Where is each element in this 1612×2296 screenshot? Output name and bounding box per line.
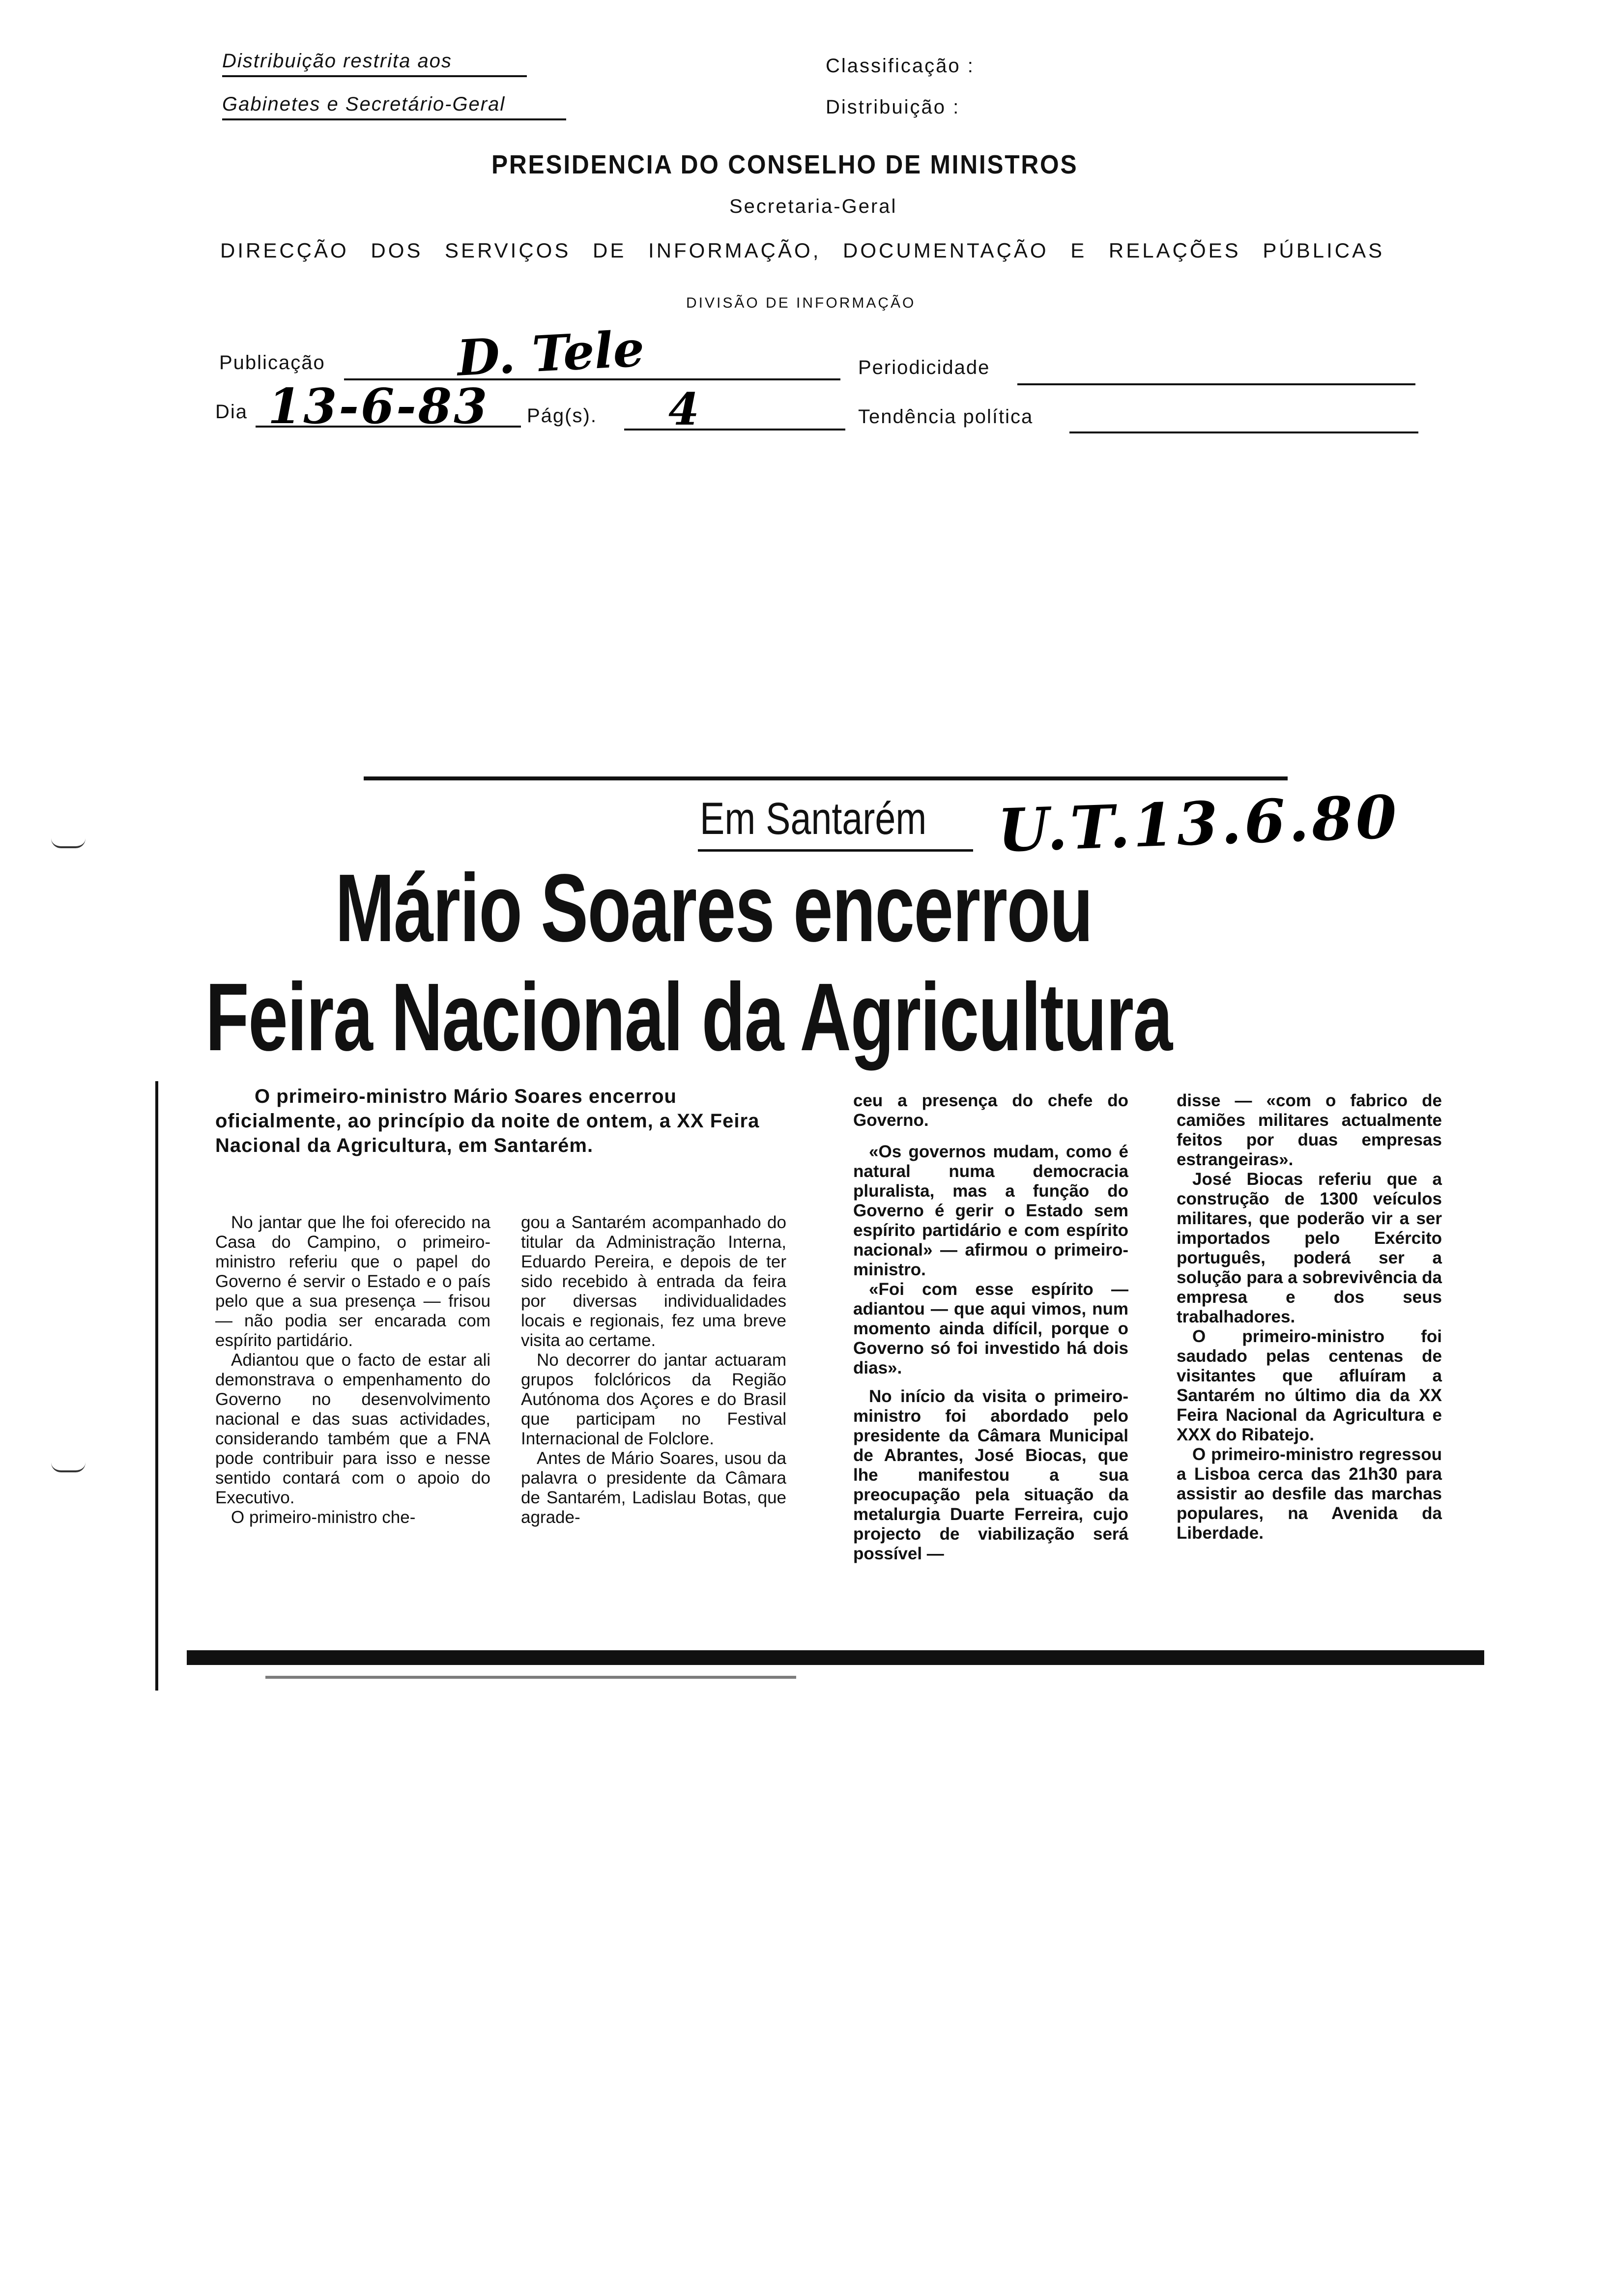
col3-paragraph-3: «Foi com esse espírito — adiantou — que aqui vimos, num momento ainda difícil, porque o Governo só foi investido há dois dias». — [853, 1280, 1128, 1378]
periodicity-line — [1017, 383, 1415, 385]
col4-paragraph-3: O primeiro-ministro foi saudado pelas centenas de visitantes que afluíram a Santarém no último dia da XX Feira Nacional da Agricultura e XXX do Ribatejo. — [1177, 1327, 1442, 1444]
col4-paragraph-4: O primeiro-ministro regressou a Lisboa cerca das 21h30 para assistir ao desfile das marchas populares, na Avenida da Liberdade. — [1177, 1445, 1442, 1543]
article-column-4 — [1177, 1091, 1442, 1543]
article-kicker: Em Santarém — [700, 794, 927, 844]
distribution-label: Distribuição : — [826, 96, 960, 118]
col3-paragraph-4: No início da visita o primeiro-ministro foi abordado pelo presidente da Câmara Municipal de Abrantes, José Biocas, que lhe manifestou a sua preocupação pela situação da metalurgia Duarte Ferreira, cujo projecto de viabilização será possível — — [853, 1387, 1128, 1563]
col2-paragraph-1: gou a Santarém acompanhado do titular da Administração Interna, Eduardo Pereira, e depois de ter sido recebido à entrada da feira por diversas individualidades locais e regionais, fez uma breve visita ao certame. — [521, 1213, 786, 1350]
article-column-3 — [853, 1091, 1128, 1564]
col4-paragraph-2: José Biocas referiu que a construção de 1300 veículos militares, que poderão vir a ser importados pelo Exército português, poderá ser a solução para a sobrevivência da empresa e dos seus trabalhadores. — [1177, 1170, 1442, 1326]
article-column-1 — [215, 1213, 490, 1527]
publication-value: D. Tele — [456, 319, 646, 387]
classification-label: Classificação : — [826, 55, 975, 77]
col1-paragraph-3: O primeiro-ministro che- — [231, 1508, 416, 1527]
col2-paragraph-3: Antes de Mário Soares, usou da palavra o presidente da Câmara de Santarém, Ladislau Botas, que agrade- — [521, 1449, 786, 1527]
periodicity-label: Periodicidade — [858, 357, 990, 378]
binder-mark-1 — [51, 838, 86, 848]
tendency-line — [1069, 431, 1418, 433]
distribution-line-2: Gabinetes e Secretário-Geral — [222, 93, 566, 120]
tendency-label: Tendência política — [858, 406, 1034, 428]
division-title: DIVISÃO DE INFORMAÇÃO — [686, 295, 916, 311]
publication-label: Publicação — [219, 352, 325, 373]
distribution-line-1: Distribuição restrita aos — [222, 50, 527, 77]
article-bottom-remnant — [265, 1676, 796, 1679]
handwritten-note: U.T.13.6.80 — [996, 782, 1401, 866]
col2-paragraph-2: No decorrer do jantar actuaram grupos folclóricos da Região Autónoma dos Açores e do Brasil que participam no Festival Internacional de Folclore. — [521, 1350, 786, 1448]
col4-paragraph-1: disse — «com o fabrico de camiões militares actualmente feitos por duas empresas estrangeiras». — [1177, 1091, 1442, 1169]
pages-label: Pág(s). — [527, 405, 597, 427]
org-title: PRESIDENCIA DO CONSELHO DE MINISTROS — [491, 150, 1078, 179]
headline-line-2: Feira Nacional da Agricultura — [205, 963, 1172, 1071]
day-value: 13-6-83 — [268, 378, 489, 435]
pages-line — [624, 429, 845, 430]
kicker-underline — [698, 849, 973, 852]
article-column-2 — [521, 1213, 786, 1527]
article-left-edge — [155, 1081, 158, 1691]
secretariat-title: Secretaria-Geral — [729, 196, 897, 217]
directorate-title: DIRECÇÃO DOS SERVIÇOS DE INFORMAÇÃO, DOCUMENTAÇÃO E RELAÇÕES PÚBLICAS — [220, 239, 1385, 262]
pages-value: 4 — [668, 383, 699, 435]
col3-paragraph-2: «Os governos mudam, como é natural numa democracia pluralista, mas a função do Governo é gerir o Estado sem espírito partidário e com espírito nacional» — afirmou o primeiro-ministro. — [853, 1142, 1128, 1279]
day-label: Dia — [215, 401, 248, 423]
headline-line-1: Mário Soares encerrou — [335, 854, 1093, 962]
col1-paragraph-1: No jantar que lhe foi oferecido na Casa do Campino, o primeiro-ministro referiu que o papel do Governo é servir o Estado e o país pelo que a sua presença — frisou — não podia ser encarada com espírito partidário. — [215, 1213, 490, 1350]
col1-paragraph-2: Adiantou que o facto de estar ali demonstrava o empenhamento do Governo no desenvolvimento nacional e das suas actividades, considerando também que a FNA pode contribuir para isso e nesse sentido contará com o apoio do Executivo. — [215, 1350, 490, 1507]
article-lead: O primeiro-ministro Mário Soares encerrou oficialmente, ao princípio da noite de ontem, a XX Feira Nacional da Agricultura, em Santarém. — [215, 1086, 760, 1156]
article-bottom-rule — [187, 1650, 1484, 1665]
col3-paragraph-1: ceu a presença do chefe do Governo. — [853, 1091, 1128, 1130]
article-top-rule — [364, 776, 1288, 780]
binder-mark-2 — [51, 1463, 86, 1472]
